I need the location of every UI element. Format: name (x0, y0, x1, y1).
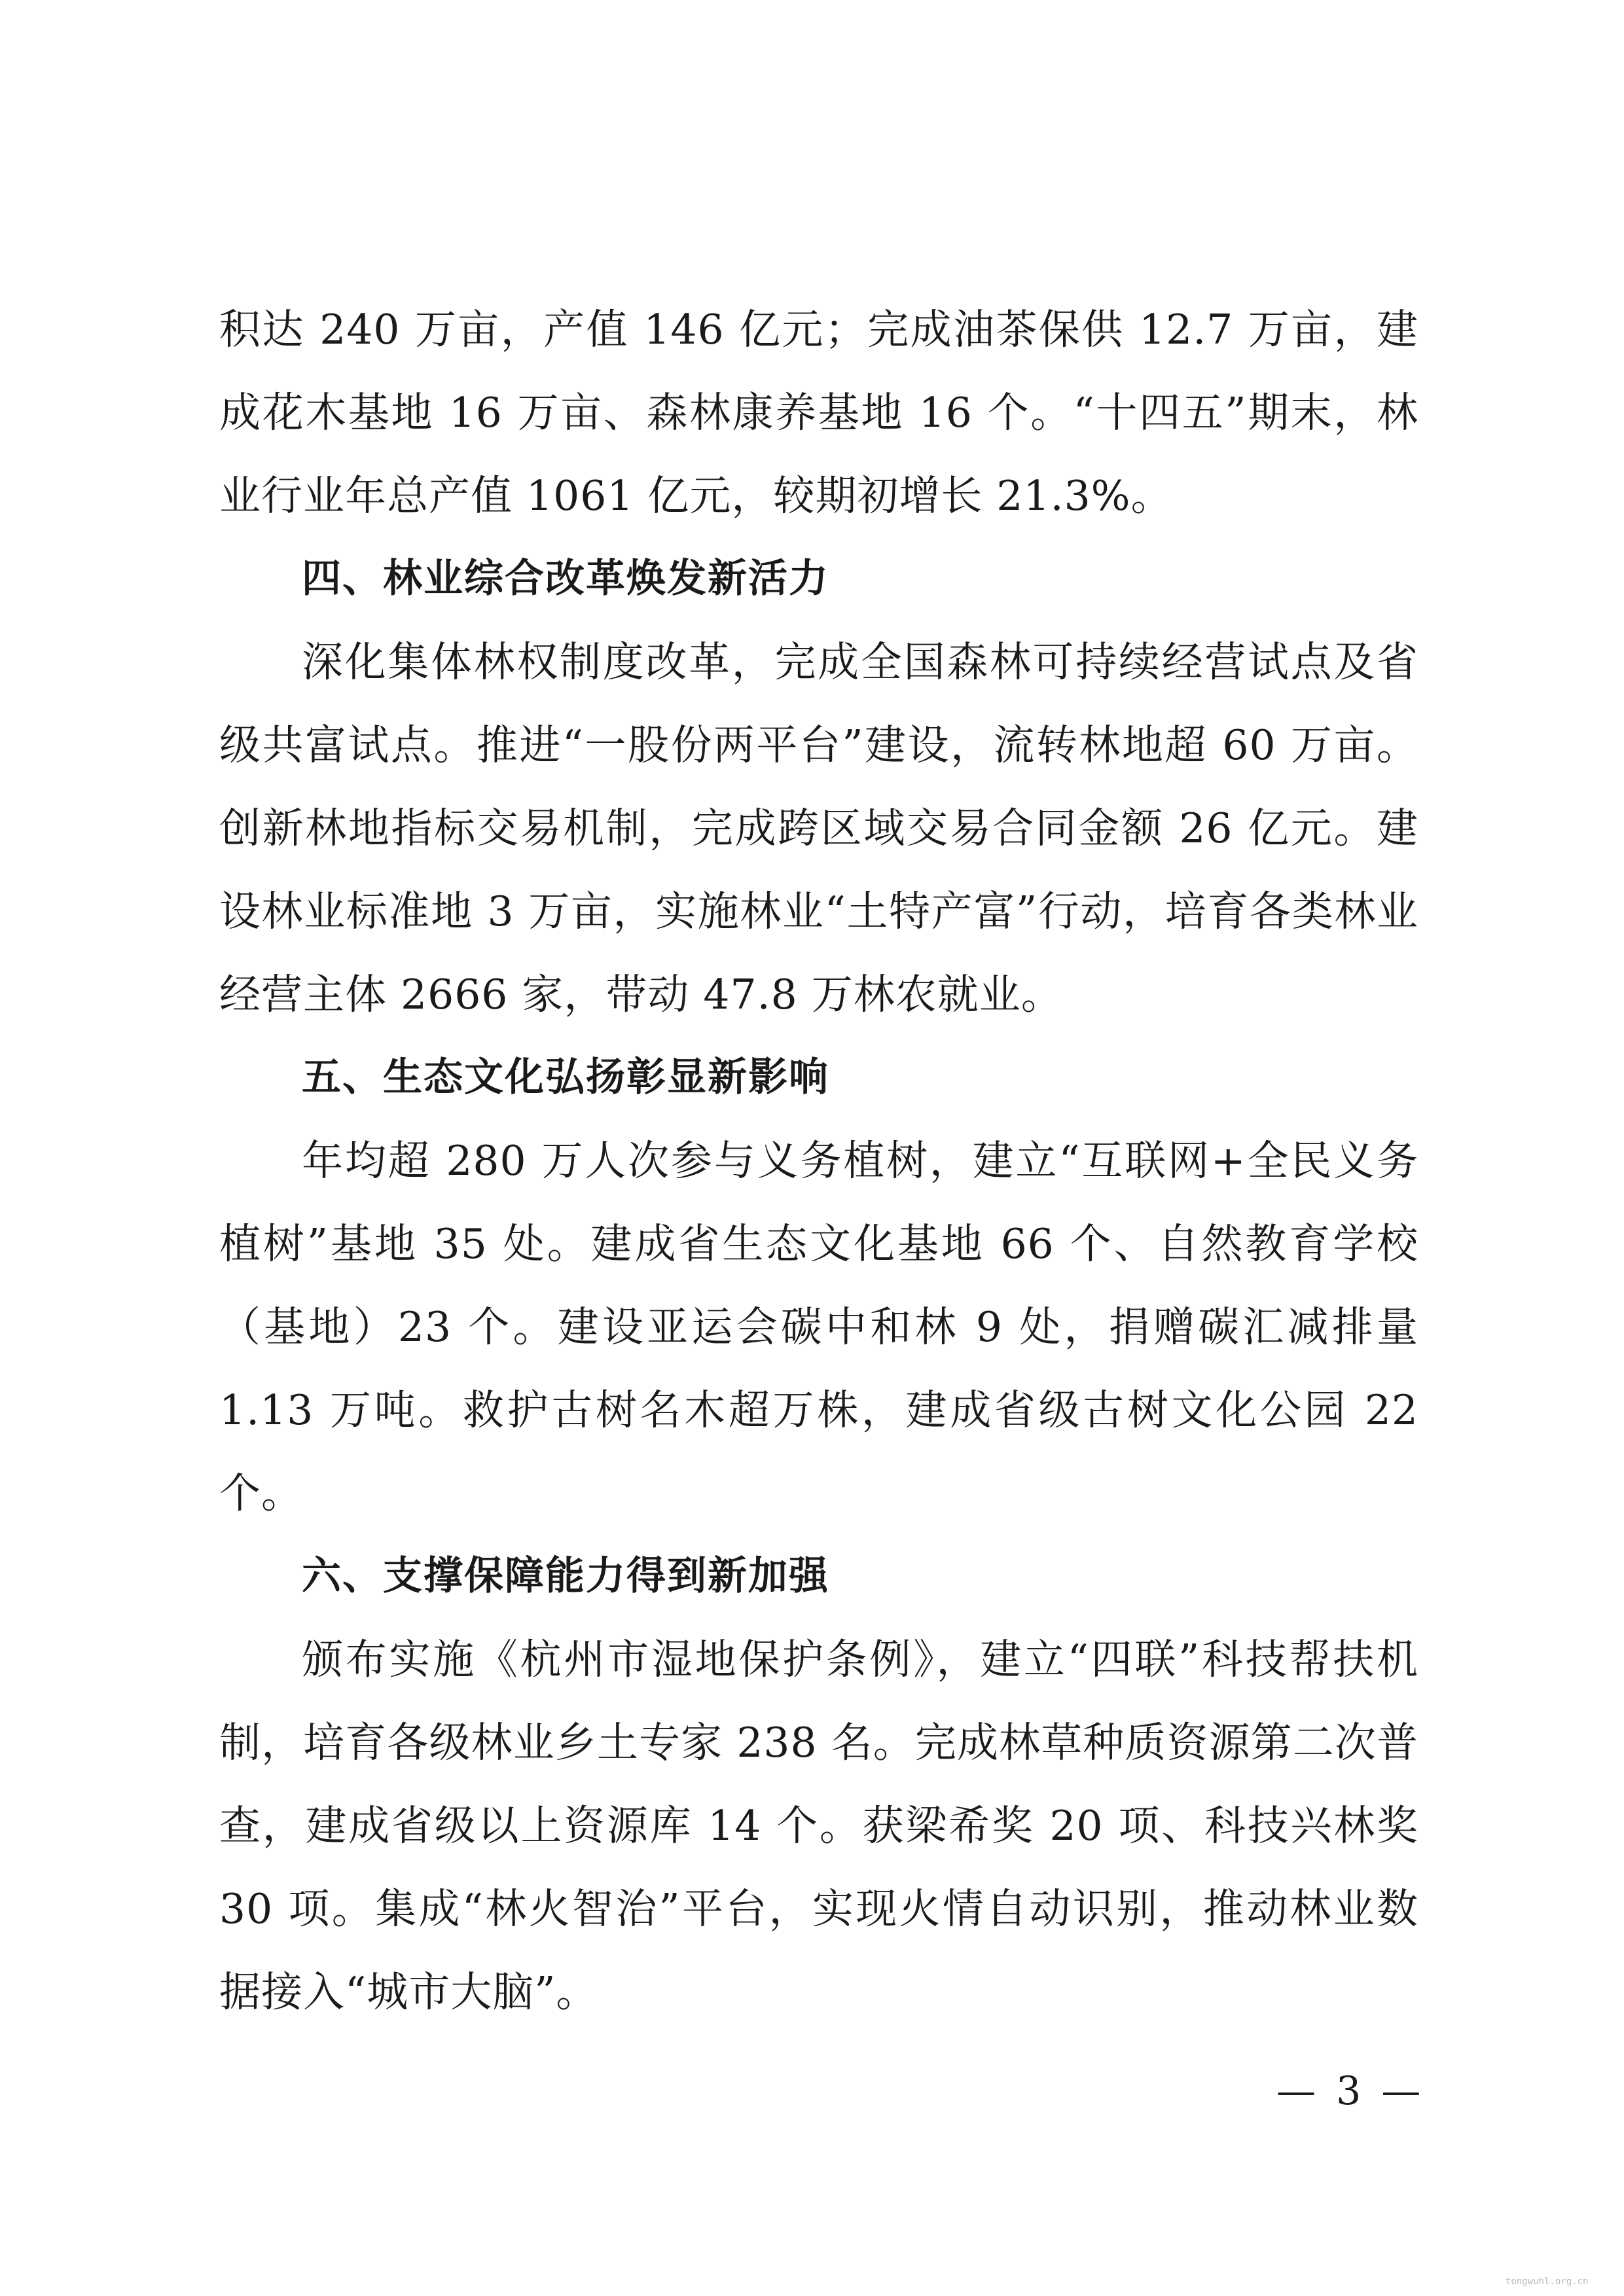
paragraph-support-capacity: 颁布实施《杭州市湿地保护条例》，建立“四联”科技帮扶机制，培育各级林业乡土专家 238 名。完成林草种质资源第二次普查，建成省级以上资源库 14 个。获梁希奖 20 项、科技兴林奖 30 项。集成“林火智治”平台，实现火情自动识别，推动林业数据接入“城市大脑”。 (219, 1636, 1418, 2016)
section-heading-support-capacity: 六、支撑保障能力得到新加强 (302, 1553, 829, 1599)
document-body (219, 288, 1418, 2034)
paragraph-ecological-culture: 年均超 280 万人次参与义务植树，建立“互联网+全民义务植树”基地 35 处。建成省生态文化基地 66 个、自然教育学校（基地）23 个。建设亚运会碳中和林 9 处，捐赠碳汇减排量 1.13 万吨。救护古树名木超万株，建成省级古树文化公园 22 个。 (219, 1137, 1418, 1517)
page-number: — 3 — (1276, 2068, 1425, 2114)
watermark: tongwuhl.org.cn (1506, 2276, 1589, 2287)
section-heading-forestry-reform: 四、林业综合改革焕发新活力 (302, 556, 829, 601)
paragraph-industry-output: 积达 240 万亩，产值 146 亿元；完成油茶保供 12.7 万亩，建成花木基地 16 万亩、森林康养基地 16 个。“十四五”期末，林业行业年总产值 1061 亿元，较期初增长 21.3%。 (219, 306, 1418, 520)
section-heading-ecological-culture: 五、生态文化弘扬彰显新影响 (302, 1054, 829, 1100)
paragraph-forestry-reform: 深化集体林权制度改革，完成全国森林可持续经营试点及省级共富试点。推进“一股份两平台”建设，流转林地超 60 万亩。创新林地指标交易机制，完成跨区域交易合同金额 26 亿元。建设林业标准地 3 万亩，实施林业“土特产富”行动，培育各类林业经营主体 2666 家，带动 47.8 万林农就业。 (219, 638, 1418, 1018)
